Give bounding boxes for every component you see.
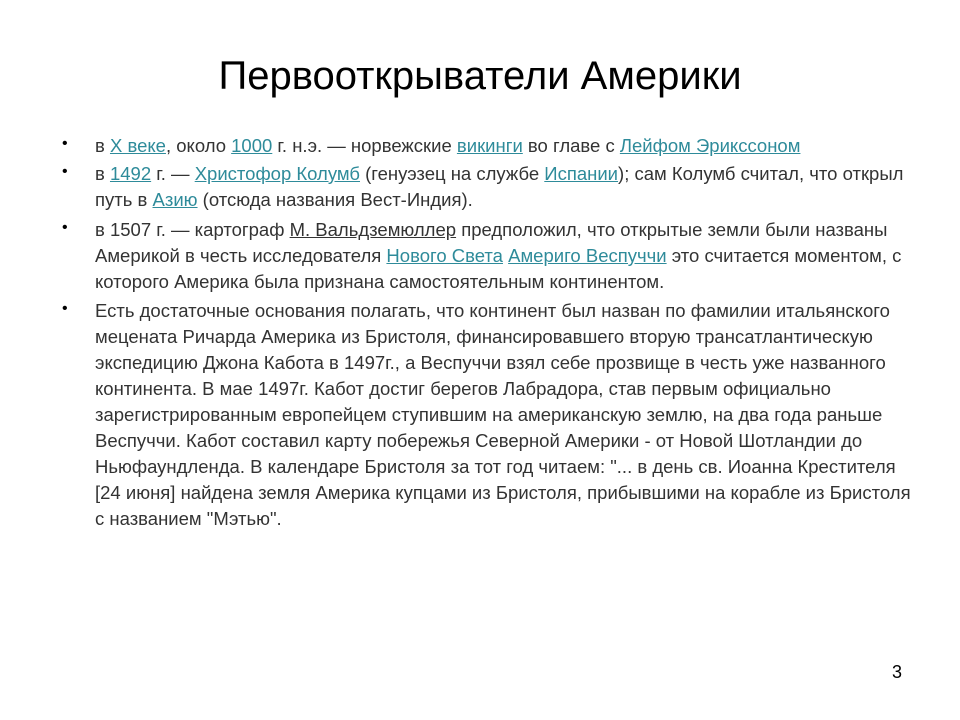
- link-spain[interactable]: Испании: [544, 163, 619, 184]
- text-fragment: г. н.э. — норвежские: [272, 135, 457, 156]
- bullet-marker: •: [62, 135, 68, 152]
- link-christopher-columbus[interactable]: Христофор Колумб: [194, 163, 360, 184]
- text-fragment: г. —: [151, 163, 195, 184]
- text-fragment: ); сам Колумб считал, что открыл путь в: [95, 163, 904, 210]
- link-asia[interactable]: Азию: [152, 189, 198, 210]
- bullet-marker: •: [62, 300, 68, 317]
- bullet-item-waldseemuller: [62, 217, 912, 295]
- link-year-1492[interactable]: 1492: [109, 163, 152, 184]
- text-fragment: (генуэзец на службе: [360, 163, 545, 184]
- text-fragment: предположил, что открытые земли были названы Америкой в честь исследователя: [95, 219, 888, 266]
- link-10th-century[interactable]: X веке: [109, 135, 166, 156]
- text-fragment: , около: [165, 135, 232, 156]
- text-fragment: это считается моментом, с которого Америка была признана самостоятельным континентом.: [95, 245, 902, 292]
- link-year-1000[interactable]: 1000: [231, 135, 273, 156]
- bullet-marker: •: [62, 219, 68, 236]
- text-fragment: в: [95, 163, 110, 184]
- page-number: 3: [891, 662, 902, 682]
- text-fragment: во главе с: [522, 135, 620, 156]
- slide-title: Первооткрыватели Америки: [218, 54, 742, 98]
- bullet-item-vikings: [62, 133, 912, 159]
- bullet-item-columbus: [62, 161, 912, 213]
- text-fragment: в: [95, 135, 110, 156]
- text-fragment: (отсюда названия Вест-Индия).: [197, 189, 473, 210]
- bullet-marker: •: [62, 163, 68, 180]
- link-new-world[interactable]: Нового Света: [386, 245, 503, 266]
- bullet-item-richard-amerike: [62, 298, 912, 532]
- link-leif-erikson[interactable]: Лейфом Эрикссоном: [619, 135, 801, 156]
- link-amerigo-vespucci[interactable]: Америго Веспуччи: [508, 245, 667, 266]
- text-fragment: в 1507 г. — картограф: [95, 219, 290, 240]
- paragraph-text: Есть достаточные основания полагать, что континент был назван по фамилии итальянского мецената Ричарда Америка из Бристоля, финансировавшего вторую трансатлантическую экспедицию Джона Кабота в 1497г., а Веспуччи взял себе прозвище в честь уже названного континента. В мае 1497г. Кабот достиг берегов Лабрадора, став первым официально зарегистрированным европейцем ступившим на американскую землю, на два года раньше Веспуччи. Кабот составил карту побережья Северной Америки - от Новой Шотландии до Ньюфаундленда. В календаре Бристоля за тот год читаем: "... в день св. Иоанна Крестителя [24 июня] найдена земля Америка купцами из Бристоля, прибывшими на корабле из Бристоля с названием "Мэтью".: [95, 300, 911, 529]
- bullet-list: [62, 133, 912, 532]
- link-waldseemuller[interactable]: М. Вальдземюллер: [289, 219, 457, 240]
- link-vikings[interactable]: викинги: [456, 135, 523, 156]
